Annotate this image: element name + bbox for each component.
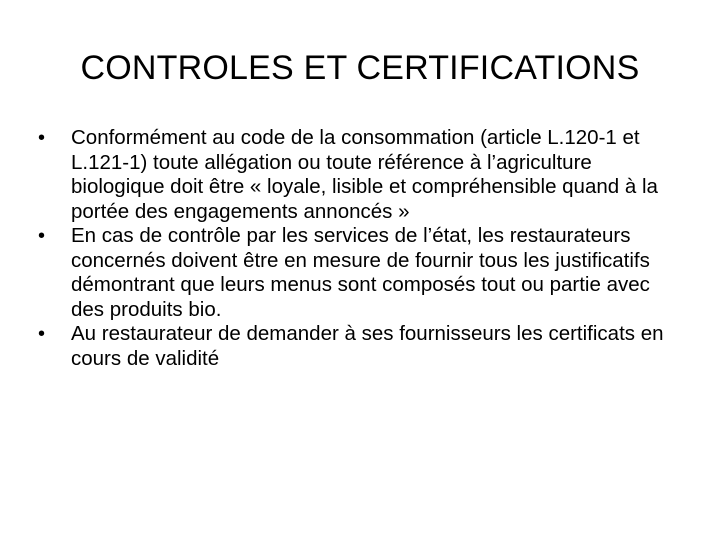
bullet-item: [36, 224, 684, 322]
bullet-icon: •: [38, 127, 46, 149]
bullet-item: [36, 126, 684, 224]
bullet-text: En cas de contrôle par les services de l’état, les restaurateurs concernés doivent être en mesure de fournir tous les justificatifs démontrant que leurs menus sont composés tout ou partie avec des produits bio.: [71, 224, 650, 321]
bullet-text: Conformément au code de la consommation (article L.120-1 et L.121-1) toute allégation ou toute référence à l’agriculture biologique doit être « loyale, lisible et compréhensible quand à la portée des engagements annoncés »: [71, 126, 658, 223]
bullet-icon: •: [38, 323, 46, 345]
bullet-icon: •: [38, 225, 46, 247]
bullet-item: [36, 322, 684, 371]
bullet-text: Au restaurateur de demander à ses fournisseurs les certificats en cours de validité: [71, 322, 664, 370]
bullet-list: [36, 126, 684, 371]
slide-title: CONTROLES ET CERTIFICATIONS: [80, 49, 640, 87]
